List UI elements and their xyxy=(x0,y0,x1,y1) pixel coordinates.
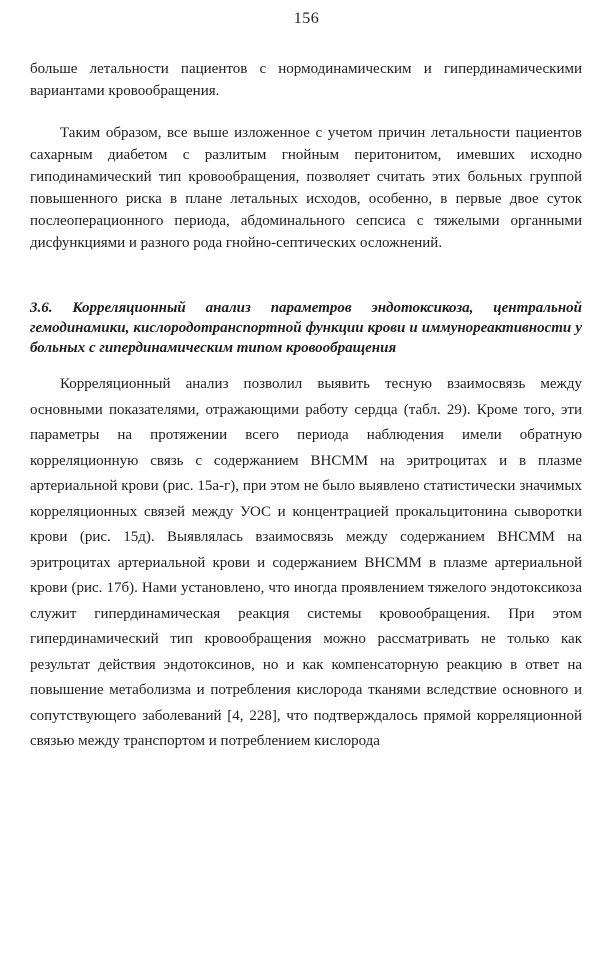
page-number: 156 xyxy=(293,10,320,27)
page-content xyxy=(30,58,582,755)
paragraph-continuation: больше летальности пациентов с нормодинамическим и гипердинамическими вариантами кровообращения. xyxy=(30,61,582,99)
section-heading: 3.6. Корреляционный анализ параметров эндотоксикоза, центральной гемодинамики, кислородотранспортной функции крови и иммунореактивности у больных с гипердинамическим типом кровообращения xyxy=(30,300,582,356)
paragraph-conclusion: Таким образом, все выше изложенное с учетом причин летальности пациентов сахарным диабетом с разлитым гнойным перитонитом, имевших исходно гиподинамический тип кровообращения, позволяет считать этих больных группой повышенного риска в плане летальных исходов, особенно, в первые двое суток послеоперационного периода, абдоминального сепсиса с тяжелыми органными дисфункциями и разного рода гнойно-септических осложнений. xyxy=(30,125,582,251)
paragraph-correlation-analysis: Корреляционный анализ позволил выявить тесную взаимосвязь между основными показателями, отражающими работу сердца (табл. 29). Кроме того, эти параметры на протяжении всего периода наблюдения имели обратную корреляционную связь с содержанием ВНСММ на эритроцитах и в плазме артериальной крови (рис. 15а-г), при этом не было выявлено статистически значимых корреляционных связей между УОС и концентрацией прокальцитонина сыворотки крови (рис. 15д). Выявлялась взаимосвязь между содержанием ВНСММ на эритроцитах артериальной крови и содержанием ВНСММ в плазме артериальной крови (рис. 17б). Нами установлено, что иногда проявлением тяжелого эндотоксикоза служит гипердинамическая реакция системы кровообращения. При этом гипердинамический тип кровообращения можно рассматривать не только как результат действия эндотоксинов, но и как компенсаторную реакцию в ответ на повышение метаболизма и потребления кислорода тканями вследствие основного и сопутствующего заболеваний [4, 228], что подтверждалось прямой корреляционной связью между транспортом и потреблением кислорода xyxy=(30,376,582,749)
